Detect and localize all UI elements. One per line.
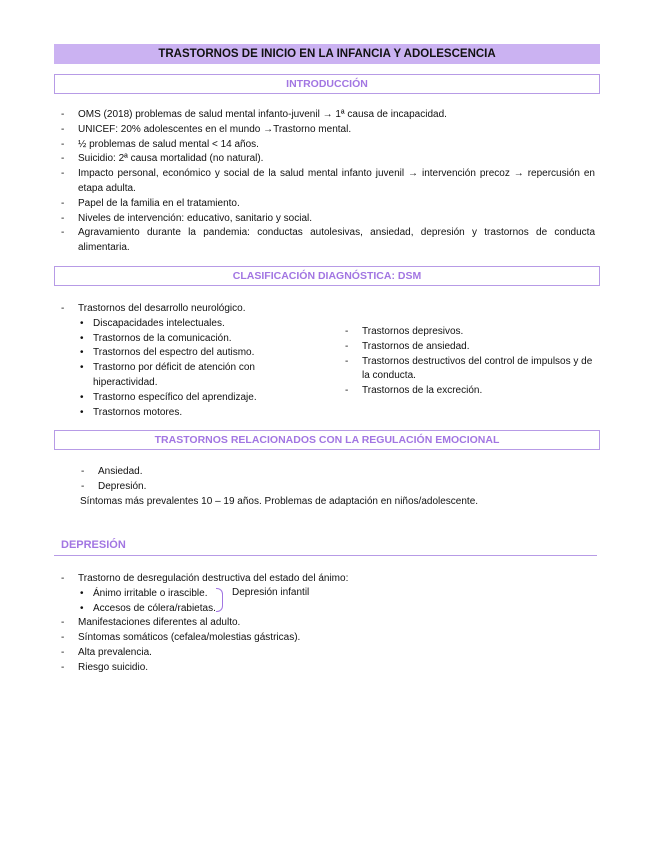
list-item: - Agravamiento durante la pandemia: conductas autolesivas, ansiedad, depresión y trastornos de conducta alimentaria. [61, 227, 595, 254]
list-item: - Niveles de intervención: educativo, sanitario y social. [61, 212, 313, 224]
list-item: - Trastornos depresivos. [345, 326, 464, 337]
list-item: - Trastornos del desarrollo neurológico. • Discapacidades intelectuales. • Trastornos de la comunicación. • Trastornos del espectro del autismo. • Trastorno por déficit de atención con hiperactividad. • Trastorno específico del aprendizaje. • Trastornos motores. [61, 302, 293, 420]
sub-list-item: • Trastorno por déficit de atención con hiperactividad. [80, 362, 255, 388]
list-item: - Depresión. [81, 480, 147, 492]
list-item: - Alta prevalencia. [61, 646, 152, 658]
list-item: - Trastornos de ansiedad. [345, 340, 470, 352]
sub-list-item: • Ánimo irritable o irascible. [80, 587, 208, 599]
list-item: - ½ problemas de salud mental < 14 años. [61, 138, 259, 150]
list-item: - Trastornos de la excreción. [345, 385, 483, 397]
dsm-right-list [345, 325, 597, 399]
list-item: - OMS (2018) problemas de salud mental infanto-juvenil → 1ª causa de incapacidad. [61, 109, 447, 120]
list-item: - Suicidio: 2ª causa mortalidad (no natural). [61, 153, 264, 165]
sub-list-item: • Trastorno específico del aprendizaje. [80, 391, 257, 403]
sub-list-item: • Trastornos de la comunicación. [80, 332, 232, 344]
list-item: - Trastorno de desregulación destructiva del estado del ánimo: • Ánimo irritable o irascible. • Accesos de cólera/rabietas. [61, 572, 461, 616]
emotional-list [81, 465, 381, 495]
list-item: - Trastornos destructivos del control de impulsos y de la conducta. [345, 355, 593, 382]
emotional-note: Síntomas más prevalentes 10 – 19 años. Problemas de adaptación en niños/adolescente. [80, 496, 479, 507]
list-item: - Riesgo suicidio. [61, 661, 149, 673]
brace-label: Depresión infantil [232, 587, 310, 598]
sub-list-item: • Trastornos del espectro del autismo. [80, 347, 255, 359]
divider [54, 555, 597, 556]
page-title: TRASTORNOS DE INICIO EN LA INFANCIA Y ADOLESCENCIA [54, 44, 600, 64]
list-item: - Manifestaciones diferentes al adulto. [61, 617, 241, 629]
sub-list-item: • Trastornos motores. [80, 406, 183, 418]
dsm-left-list [61, 302, 293, 420]
intro-list [61, 108, 595, 256]
list-item: - Síntomas somáticos (cefalea/molestias gástricas). [61, 632, 301, 644]
section-heading-introduccion: INTRODUCCIÓN [54, 74, 600, 94]
sub-list-item: • Discapacidades intelectuales. [80, 317, 225, 329]
list-item: - Ansiedad. [81, 466, 143, 477]
section-heading-dsm: CLASIFICACIÓN DIAGNÓSTICA: DSM [54, 266, 600, 286]
list-item: - Impacto personal, económico y social de la salud mental infanto juvenil → intervención precoz → repercusión en etapa adulta. [61, 168, 595, 194]
brace-icon [216, 588, 223, 612]
list-item: - Papel de la familia en el tratamiento. [61, 197, 240, 209]
section-heading-regulacion-emocional: TRASTORNOS RELACIONADOS CON LA REGULACIÓN EMOCIONAL [54, 430, 600, 450]
dsm-sub-list [78, 317, 293, 421]
section-heading-depresion: DEPRESIÓN [61, 539, 126, 551]
sub-list-item: • Accesos de cólera/rabietas. [80, 602, 216, 614]
list-item: - UNICEF: 20% adolescentes en el mundo →Trastorno mental. [61, 123, 352, 135]
